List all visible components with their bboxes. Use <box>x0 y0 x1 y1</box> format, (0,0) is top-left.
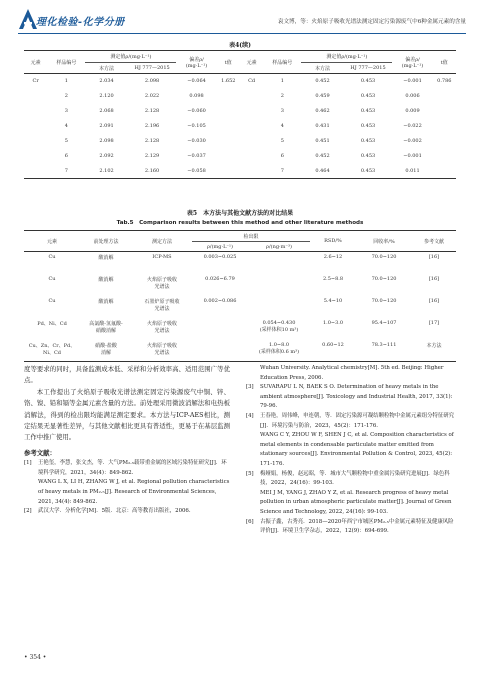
t5-cell-3: 0.002~0.086 <box>203 297 237 304</box>
table-row <box>24 318 456 340</box>
t4-cell-right-3: −0.001 <box>403 78 422 85</box>
t4-cell-right-1: 0.464 <box>315 167 330 174</box>
t4-cell-t-right <box>433 164 456 179</box>
journal-title: 理化检验-化学分册 <box>36 17 125 28</box>
t4-cell-left-1: 2.092 <box>99 153 114 159</box>
t4-cell-element-left <box>24 119 47 134</box>
t4-h-t-left: t值 <box>224 59 232 66</box>
t5-cell-6: 70.0~120 <box>371 297 397 304</box>
running-head: 袁文博，等：火焰原子吸收光谱法测定固定污染源废气中6种金属元素的含量 <box>277 19 466 25</box>
t5-h-pre: 前处理方法 <box>93 238 119 245</box>
t4-cell-left-0: 2 <box>64 93 68 99</box>
t5-h-unit1: ρ/(mg·L⁻¹) <box>206 243 234 250</box>
reference-text: 古振子鑫，古秀亮．2018—2020年西宁市城区PM₂.₅中金属元素特征及健康风险评价[J]．环境卫生学杂志，2022，12(9)：694-699. <box>260 518 454 535</box>
t4-cell-t-right <box>433 119 456 134</box>
reference-text: 王春艳，周伟峰，申连朝，等．固定污染源可凝结颗粒物中金属元素组分特征研究[J]．环境污染与防治，2023，45(2)：171-176. <box>260 412 455 429</box>
reference-number <box>246 431 260 469</box>
t4-cell-t-left <box>217 149 240 164</box>
t4-cell-right-2: 0.453 <box>360 93 376 99</box>
t4-cell-right-3: −0.002 <box>403 138 422 144</box>
t4-cell-element-right <box>240 104 263 119</box>
t4-cell-element-right <box>240 89 263 104</box>
t4-cell-right-1: 0.452 <box>315 78 330 85</box>
reference-text: 梅娅娟，杨俊，赵远昭，等．城市大气颗粒物中重金属污染研究进展[J]．绿色科技，2022，24(16)：99-103. <box>260 470 450 487</box>
t4-cell-left-0: 7 <box>64 167 68 174</box>
t4-cell-right-3: −0.001 <box>403 153 422 159</box>
t5-cell-6: 78.3~111 <box>371 341 397 348</box>
t5-cell-3 <box>192 318 248 340</box>
t4-cell-t-left <box>217 134 240 149</box>
t4-cell-left-1: 2.068 <box>99 108 114 114</box>
t4-cell-right-2: 0.453 <box>360 138 376 144</box>
t5-cell-7: [16] <box>428 254 440 260</box>
t4-cell-right-2: 0.453 <box>360 123 376 129</box>
t5-h-range: 检出限 <box>192 231 310 242</box>
t5-h-method: 测定方法 <box>151 238 172 245</box>
t4-cell-left-3: 0.098 <box>189 93 204 99</box>
t5-cell-7: [16] <box>428 275 440 282</box>
reference-item <box>246 383 456 412</box>
reference-item <box>24 478 230 507</box>
t4-cell-left-2: 2.128 <box>144 108 160 114</box>
t4-h-measured-right: 测定值ρ/(mg·L⁻¹) <box>301 51 392 63</box>
t4-h-method1-left: 本方法 <box>99 65 115 72</box>
t4-cell-right-3: 0.009 <box>405 108 420 114</box>
table4 <box>24 50 456 179</box>
t4-h-sample-left: 样品编号 <box>56 59 77 66</box>
t4-cell-left-2: 2.196 <box>144 123 160 129</box>
t4-h-dev-left: 偏差ρ/ (mg·L⁻¹) <box>185 56 208 69</box>
t5-cell-1: 硝酸-盐酸 消解 <box>95 342 117 356</box>
table-row <box>24 274 456 296</box>
t4-cell-t-right <box>433 104 456 119</box>
reference-number: [1] <box>24 460 32 467</box>
t4-cell-left-3: −0.058 <box>187 167 206 174</box>
t5-cell-1: 酸消解 <box>98 276 114 283</box>
references-left <box>24 459 230 517</box>
t4-cell-element-right <box>240 149 263 164</box>
t5-cell-2: ICP-MS <box>152 254 172 260</box>
t4-cell-element-left <box>24 149 47 164</box>
t4-cell-element-left <box>24 89 47 104</box>
t4-cell-left-0: 4 <box>64 123 68 129</box>
t4-cell-left-3: −0.105 <box>187 123 206 129</box>
t4-cell-t-left: 1.652 <box>221 78 236 85</box>
t4-cell-t-left <box>217 119 240 134</box>
t5-cell-7: 本方法 <box>426 342 442 349</box>
reference-number: [5] <box>246 470 254 477</box>
t4-cell-left-1: 2.098 <box>99 138 114 144</box>
reference-item <box>246 412 456 431</box>
table5 <box>24 230 456 362</box>
t4-h-method2-left: HJ 777—2015 <box>134 65 170 71</box>
t4-cell-right-0: 4 <box>280 123 284 129</box>
t4-h-element-left: 元素 <box>30 59 41 66</box>
t4-h-method2-right: HJ 777—2015 <box>350 65 386 71</box>
t4-cell-left-1: 2.034 <box>99 78 114 85</box>
t4-cell-element-left <box>24 164 47 179</box>
t4-cell-right-2: 0.453 <box>360 108 376 114</box>
reference-item <box>24 507 230 517</box>
reference-text: WANG L X, LI H, ZHANG W J, et al. Regional pollution characteristics of heavy metals in PM₂.₅[J]. Research of Environmental Sciences, 2021, 34(4): 849-862. <box>38 479 230 505</box>
t4-cell-right-0: 2 <box>280 93 284 99</box>
body-paragraph: 本工作提出了火焰原子吸收光谱法测定固定污染源废气中铜、锌、铬、镍、铅和镉等金属元素含量的方法。前处理采用微波消解法和电热板消解法，得到的检出限均能满足测定要求。本方法与ICP-AES相比，测定结果无显著性差异，与其他文献相比更具有普适性，更易于在基层监测工作中推广使用。 <box>24 387 230 442</box>
journal-logo-icon <box>18 8 38 30</box>
t5-cell-7: [16] <box>428 297 440 304</box>
t5-cell-2: 火焰原子吸收 光谱法 <box>146 320 177 334</box>
t4-cell-element-left <box>24 104 47 119</box>
t5-cell-1: 酸消解 <box>98 298 114 305</box>
t4-cell-left-0: 3 <box>64 108 68 114</box>
t4-cell-element-left: Cr <box>32 78 39 85</box>
t4-cell-left-0: 5 <box>64 138 68 144</box>
t5-cell-3: 0.026~6.79 <box>205 275 235 282</box>
t4-h-sample-right: 样品编号 <box>272 59 293 66</box>
t4-cell-left-3: −0.037 <box>187 153 206 159</box>
reference-number <box>246 364 260 383</box>
t4-cell-right-0: 5 <box>280 138 284 144</box>
reference-text: Wuhan University. Analytical chemistry[M]. 5th ed. Beijing: Higher Education Press, 2006. <box>260 365 444 381</box>
reference-item <box>24 459 230 478</box>
table-row <box>24 119 456 134</box>
t4-cell-right-3: −0.022 <box>403 123 422 129</box>
t4-cell-right-2: 0.453 <box>360 78 376 85</box>
t4-cell-right-0: 3 <box>280 108 284 114</box>
reference-text: WANG C Y, ZHOU W F, SHEN J C, et al. Composition characteristics of metal elements in condensable particulate matter emitted from stationary sources[J]. Environmental Pollution & Control, 2023, 45(2): 171-176. <box>260 432 454 467</box>
reference-number <box>24 478 38 507</box>
table-row <box>24 149 456 164</box>
t4-cell-left-2: 2.098 <box>144 78 160 85</box>
t4-cell-left-3: −0.064 <box>187 78 206 85</box>
t4-cell-t-right <box>433 149 456 164</box>
t4-cell-element-left <box>24 134 47 149</box>
t4-cell-left-1: 2.102 <box>99 167 114 174</box>
table-row <box>24 104 456 119</box>
t4-cell-right-0: 6 <box>280 153 284 159</box>
t4-cell-left-3: −0.060 <box>187 108 206 114</box>
reference-number: [6] <box>246 518 254 525</box>
t4-cell-element-right <box>240 134 263 149</box>
t4-cell-t-left <box>217 164 240 179</box>
table5-caption-en: Tab.5 Comparison results between this method and other literature methods <box>116 220 364 226</box>
t5-cell-0: Cu <box>48 297 56 304</box>
reference-text: SUVARAPU L N, BAEK S O. Determination of heavy metals in the ambient atmosphere[J]. Toxicology and Industrial Health, 2017, 33(1): 79-96. <box>260 384 453 410</box>
t5-h-ref: 参考文献 <box>423 238 444 245</box>
table-row <box>24 89 456 104</box>
table-row <box>24 340 456 362</box>
t5-cell-5: 0.60~12 <box>322 341 344 348</box>
reference-item <box>246 489 456 518</box>
t5-cell-0: Cu、Zn、Cr、Pd、 Ni、Cd <box>28 342 76 356</box>
table-row <box>24 252 456 274</box>
t4-cell-left-2: 2.160 <box>144 167 160 174</box>
t5-cell-1: 高氯酸-氢氟酸- 硝酸消解 <box>89 320 123 334</box>
t5-cell-0: Cu <box>48 275 56 282</box>
t5-cell-3: 0.003~0.025 <box>203 254 237 260</box>
t5-h-unit2: ρ/(ng·m⁻³) <box>266 243 292 250</box>
t5-cell-0: Pd、Ni、Cd <box>37 320 67 327</box>
t4-cell-t-left <box>217 104 240 119</box>
t4-cell-right-1: 0.452 <box>315 153 330 159</box>
t4-cell-element-right <box>240 164 263 179</box>
t5-cell-4: 1.0~8.0 (采样体积0.6 m³) <box>258 341 300 355</box>
reference-item <box>246 518 456 537</box>
reference-item <box>246 470 456 489</box>
reference-text: 武汉大学．分析化学[M]．5版．北京：高等教育出版社，2006. <box>38 508 191 515</box>
t5-cell-2: 火焰原子吸收 光谱法 <box>146 342 177 356</box>
body-lead: 度等要求的同时，具备监测成本低、采样和分析效率高、适用范围广等优点。 <box>24 365 230 385</box>
table-row <box>24 296 456 318</box>
t4-h-element-right: 元素 <box>246 59 257 66</box>
t5-cell-5: 1.0~3.0 <box>322 319 344 326</box>
t4-cell-right-2: 0.453 <box>360 153 376 159</box>
page-number: • 354 • <box>24 654 47 661</box>
t4-cell-right-3: 0.006 <box>405 93 420 99</box>
t4-cell-left-0: 6 <box>64 153 68 159</box>
t5-cell-6: 70.0~120 <box>371 254 397 260</box>
t4-cell-right-1: 0.431 <box>315 123 330 129</box>
t4-cell-element-right: Cd <box>248 78 256 85</box>
page-header <box>18 8 466 34</box>
t4-cell-right-0: 1 <box>280 78 284 85</box>
t4-h-method1-right: 本方法 <box>315 65 331 72</box>
t5-cell-4 <box>248 252 310 274</box>
t5-cell-1: 酸消解 <box>98 255 114 261</box>
table5-body <box>24 252 456 362</box>
t4-cell-t-left <box>217 89 240 104</box>
t5-cell-4 <box>248 296 310 318</box>
t4-cell-right-2: 0.453 <box>360 167 376 174</box>
t5-cell-6: 70.0~120 <box>371 275 397 282</box>
t4-h-dev-right: 偏差ρ/ (mg·L⁻¹) <box>401 56 424 69</box>
t5-cell-5: 5.4~10 <box>323 297 343 304</box>
t5-cell-4 <box>248 274 310 296</box>
t5-h-rsd: RSD/% <box>324 238 342 244</box>
reference-text: MEI J M, YANG J, ZHAO Y Z, et al. Research progress of heavy metal pollution in urban atmospheric particulate matter[J]. Journal of Green Science and Technology, 2022, 24(16): 99-103. <box>260 489 452 515</box>
table4-caption: 表4(续) <box>229 42 251 49</box>
t5-cell-3 <box>192 340 248 362</box>
table5-caption: 表5 本方法与其他文献方法的对比结果 <box>186 210 294 217</box>
t4-cell-left-2: 2.128 <box>144 138 160 144</box>
t4-h-measured-left: 测定值ρ/(mg·L⁻¹) <box>85 51 176 63</box>
right-column <box>246 364 456 537</box>
reference-number <box>246 489 260 518</box>
t4-cell-left-1: 2.120 <box>99 93 114 99</box>
t5-cell-5: 2.5~8.8 <box>322 275 344 282</box>
reference-number: [4] <box>246 412 254 419</box>
t4-cell-element-right <box>240 119 263 134</box>
t5-cell-7: [17] <box>428 319 440 326</box>
table-row <box>24 134 456 149</box>
reference-text: 王艳玺，李慧，张文杰，等．大气PM₂.₅载带重金属的区域污染特征研究[J]．环境科学研究，2021，34(4)：849-862. <box>38 460 227 476</box>
references-title: 参考文献： <box>24 448 56 457</box>
t4-cell-left-1: 2.091 <box>99 123 114 129</box>
left-column <box>24 364 230 517</box>
reference-number: [2] <box>24 508 32 515</box>
table-row <box>24 74 456 89</box>
references-right <box>246 364 456 537</box>
t4-cell-left-2: 2.129 <box>144 153 160 159</box>
t4-cell-left-0: 1 <box>64 78 68 85</box>
t5-cell-0: Cu <box>48 254 56 260</box>
t5-cell-4: 0.054~0.430 (采样体积10 m³) <box>259 319 299 333</box>
table-row <box>24 164 456 179</box>
reference-number: [3] <box>246 384 254 391</box>
t4-cell-right-1: 0.459 <box>315 93 330 99</box>
t4-cell-right-1: 0.462 <box>315 108 330 114</box>
t4-cell-t-right: 0.786 <box>437 78 452 85</box>
t4-cell-t-right <box>433 134 456 149</box>
t5-h-element: 元素 <box>46 238 57 245</box>
t4-cell-left-3: −0.030 <box>187 138 206 144</box>
t5-cell-2: 石墨炉原子吸收 光谱法 <box>144 298 180 312</box>
t4-h-t-right: t值 <box>440 59 448 66</box>
t5-h-rec: 回收率/% <box>373 238 395 245</box>
t5-cell-5: 2.6~12 <box>323 254 343 260</box>
reference-item <box>246 431 456 469</box>
reference-item <box>246 364 456 383</box>
t4-cell-right-3: 0.011 <box>405 167 420 174</box>
t5-cell-2: 火焰原子吸收 光谱法 <box>146 276 177 290</box>
t4-cell-right-1: 0.451 <box>315 138 330 144</box>
t5-cell-6: 95.4~107 <box>371 319 397 326</box>
t4-cell-right-0: 7 <box>280 167 284 174</box>
table4-body <box>24 74 456 179</box>
t4-cell-left-2: 2.022 <box>144 93 160 99</box>
t4-cell-t-right <box>433 89 456 104</box>
